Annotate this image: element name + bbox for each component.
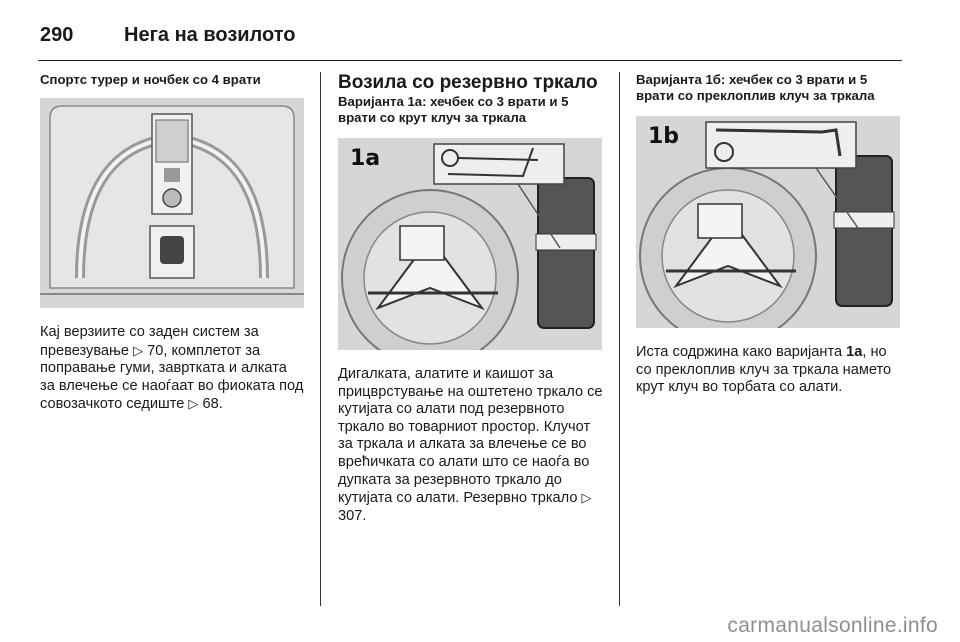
page-header <box>38 14 902 58</box>
page-number: 290 <box>40 24 74 46</box>
column-divider-2 <box>619 72 620 606</box>
variant-1b-heading: Варијанта 1б: хечбек со 3 врати и 5 врати со преклоплив клуч за тркала <box>636 72 875 103</box>
body-text-a: Кај верзиите со заден систем за превезување <box>40 324 259 359</box>
reference-arrow-icon: ▷ <box>188 396 199 412</box>
body-text-a: Иста содржина како варијанта <box>636 344 847 360</box>
section-body <box>338 366 604 525</box>
column-divider-1 <box>320 72 321 606</box>
page-ref-b: 68 <box>202 396 219 413</box>
column-3 <box>636 72 902 397</box>
figure-label: 1a <box>350 146 381 171</box>
figure-label: 1b <box>648 124 680 149</box>
section-body <box>40 324 304 414</box>
section-heading-main: Возила со резервно тркало <box>338 72 598 93</box>
page-ref: 307 <box>338 507 363 524</box>
trunk-compartment-illustration-icon <box>40 98 304 308</box>
section-body <box>636 344 902 397</box>
chapter-title: Нега на возилото <box>124 24 296 46</box>
reference-arrow-icon: ▷ <box>133 342 144 358</box>
variant-ref-bold: 1a <box>846 344 863 360</box>
spare-wheel-folding-wrench-illustration-icon <box>636 116 900 328</box>
body-text: Дигалката, алатите и каишот за прицврстување на оштетено тркало се кутијата со алати под резервното тркало во товарниот простор. Клучот за тркала и алката за влечење се во врећичката со алати што се наоѓа во дупката за резервното тркало до кутијата со алати. Резервно тркало <box>338 366 603 507</box>
body-text-end: . <box>362 507 367 524</box>
variant-1a-heading: Варијанта 1a: хечбек со 3 врати и 5 врати со крут клуч за тркала <box>338 94 569 125</box>
trunk-illustration-svg <box>40 98 304 308</box>
spare-wheel-jack-illustration-icon <box>338 138 602 350</box>
reference-arrow-icon: ▷ <box>581 490 592 506</box>
page-ref-a: 70 <box>147 342 164 359</box>
body-text-b: , комплетот за поправање гуми, завртката и алката за влечење се наоѓаат во фиоката под совозачкото седиште <box>40 342 304 413</box>
column-2 <box>338 72 604 525</box>
column-1 <box>40 72 304 414</box>
body-text-b: , но со преклоплив клуч за тркала намето крут клуч во торбата со алати. <box>636 344 892 396</box>
section-heading: Спортс турер и ночбек со 4 врати <box>40 72 261 87</box>
watermark: carmanualsonline.info <box>727 614 938 637</box>
body-text-c: . <box>218 396 223 413</box>
header-divider <box>38 60 902 61</box>
